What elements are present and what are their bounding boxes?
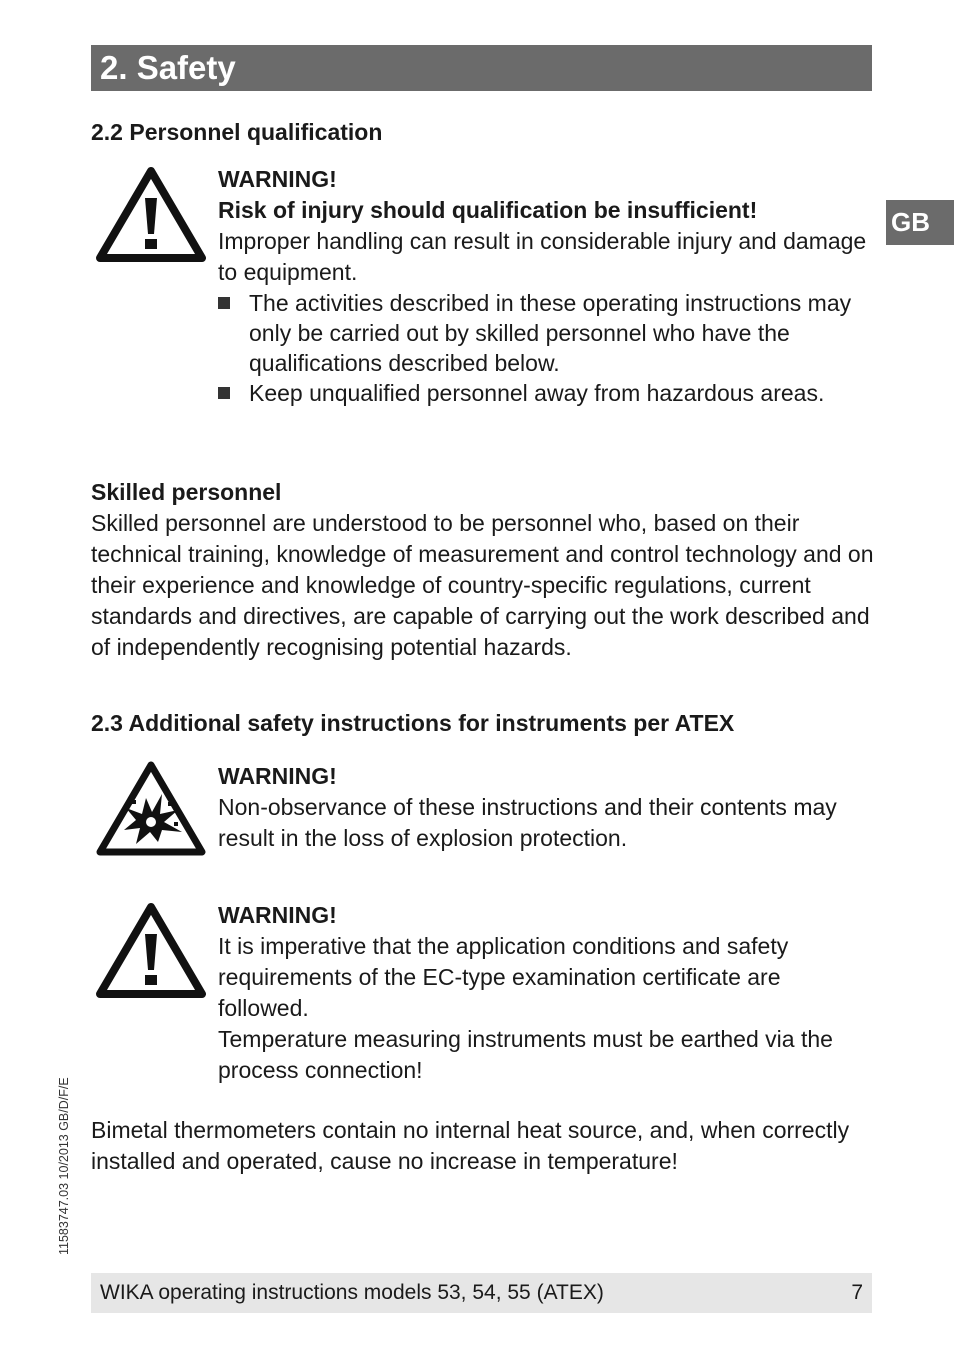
warning-label: WARNING! [218,763,337,789]
footer-text: WIKA operating instructions models 53, 54, 55 (ATEX) [100,1281,604,1304]
warning-risk: Risk of injury should qualification be insufficient! [218,197,758,223]
bimetal-note: Bimetal thermometers contain no internal heat source, and, when correctly installed and operated, cause no increase in temperature! [91,1117,850,1174]
document-code: 11583747.03 10/2013 GB/D/F/E [57,1077,71,1255]
skilled-personnel-heading: Skilled personnel [91,479,282,505]
bullet-square-icon [218,387,230,399]
warning-block-certificate [218,900,868,1086]
list-item [218,378,868,408]
skilled-personnel-block [91,477,876,663]
bullet-square-icon [218,297,230,309]
warning-body: Improper handling can result in considerable injury and damage to equipment. [218,228,867,285]
page-number: 7 [851,1281,863,1304]
page-footer [91,1273,872,1313]
language-tab: GB [886,200,954,245]
warning-triangle-icon [96,166,206,262]
warning-body: It is imperative that the application conditions and safety requirements of the EC-type examination certificate are followed. [218,933,789,1021]
section-heading-2-3: 2.3 Additional safety instructions for instruments per ATEX [91,710,735,736]
page-title: 2. Safety [91,45,872,91]
explosion-warning-icon [96,760,206,856]
list-item [218,288,868,378]
warning-body: Non-observance of these instructions and their contents may result in the loss of explosion protection. [218,794,837,851]
skilled-personnel-body: Skilled personnel are understood to be personnel who, based on their technical training, knowledge of measurement and control technology and on their experience and knowledge of country-specific regulations, current standards and directives, are capable of carrying out the work described and of independently recognising potential hazards. [91,510,874,660]
warning-block-qualification [218,164,868,408]
bullet-text: The activities described in these operating instructions may only be carried out by skilled personnel who have the qualifications described below. [249,290,852,376]
warning-label: WARNING! [218,902,337,928]
warning-block-explosion [218,761,868,854]
warning-body-earthing: Temperature measuring instruments must be earthed via the process connection! [218,1026,833,1083]
bullet-text: Keep unqualified personnel away from hazardous areas. [249,380,825,406]
warning-triangle-icon [96,902,206,998]
section-heading-2-2: 2.2 Personnel qualification [91,119,383,145]
warning-label: WARNING! [218,166,337,192]
